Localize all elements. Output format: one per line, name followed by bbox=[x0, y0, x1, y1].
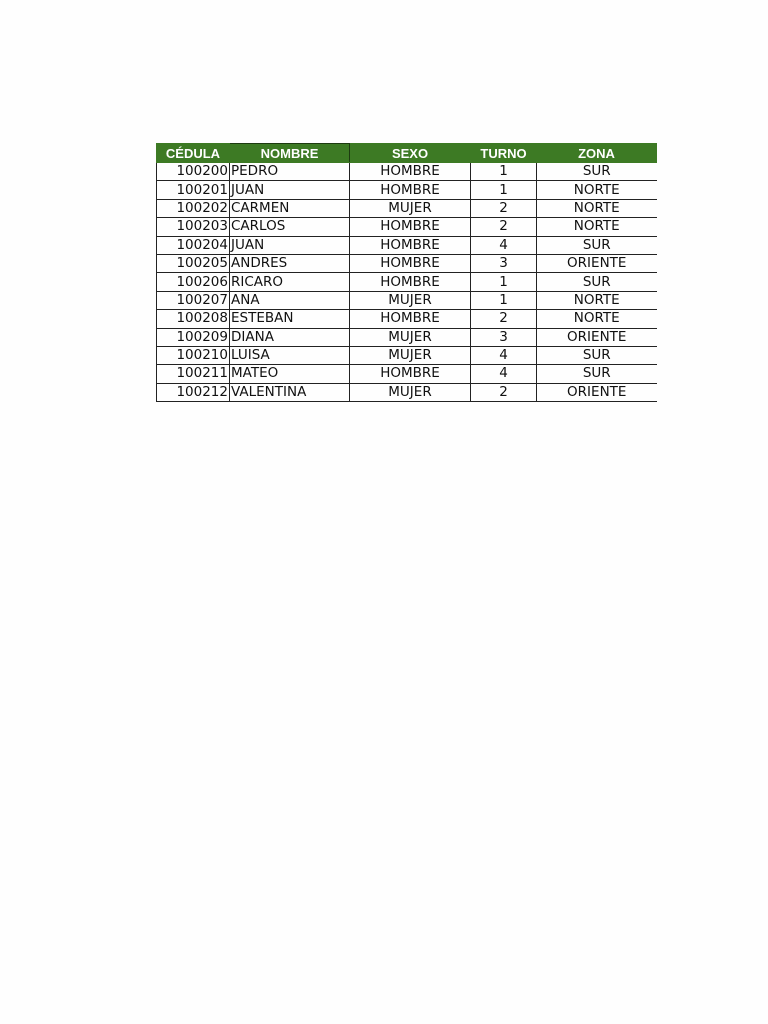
cell-nombre: RICARO bbox=[230, 273, 350, 291]
table-row bbox=[157, 199, 657, 217]
cell-zona: NORTE bbox=[537, 218, 657, 236]
table-row bbox=[157, 365, 657, 383]
cell-cedula: 100209 bbox=[157, 328, 230, 346]
cell-zona: SUR bbox=[537, 273, 657, 291]
header-sexo: SEXO bbox=[350, 144, 471, 163]
cell-nombre: DIANA bbox=[230, 328, 350, 346]
cell-turno: 3 bbox=[471, 254, 537, 272]
cell-turno: 4 bbox=[471, 346, 537, 364]
table-row bbox=[157, 291, 657, 309]
cell-nombre: MATEO bbox=[230, 365, 350, 383]
table-row bbox=[157, 310, 657, 328]
cell-turno: 1 bbox=[471, 273, 537, 291]
cell-zona: NORTE bbox=[537, 199, 657, 217]
cell-sexo: MUJER bbox=[350, 383, 471, 401]
cell-zona: SUR bbox=[537, 163, 657, 181]
cell-nombre: JUAN bbox=[230, 236, 350, 254]
table-row bbox=[157, 181, 657, 199]
cell-turno: 2 bbox=[471, 383, 537, 401]
cell-sexo: HOMBRE bbox=[350, 218, 471, 236]
table-row bbox=[157, 328, 657, 346]
cell-cedula: 100210 bbox=[157, 346, 230, 364]
cell-cedula: 100212 bbox=[157, 383, 230, 401]
table-row bbox=[157, 273, 657, 291]
cell-cedula: 100207 bbox=[157, 291, 230, 309]
table-row bbox=[157, 218, 657, 236]
cell-cedula: 100208 bbox=[157, 310, 230, 328]
cell-sexo: MUJER bbox=[350, 328, 471, 346]
cell-cedula: 100211 bbox=[157, 365, 230, 383]
cell-cedula: 100204 bbox=[157, 236, 230, 254]
table-row bbox=[157, 346, 657, 364]
cell-sexo: HOMBRE bbox=[350, 254, 471, 272]
table-row bbox=[157, 254, 657, 272]
cell-nombre: ESTEBAN bbox=[230, 310, 350, 328]
cell-nombre: PEDRO bbox=[230, 163, 350, 181]
cell-sexo: MUJER bbox=[350, 291, 471, 309]
cell-zona: ORIENTE bbox=[537, 328, 657, 346]
cell-nombre: VALENTINA bbox=[230, 383, 350, 401]
cell-turno: 4 bbox=[471, 365, 537, 383]
header-nombre: NOMBRE bbox=[230, 144, 350, 163]
header-turno: TURNO bbox=[471, 144, 537, 163]
cell-sexo: HOMBRE bbox=[350, 236, 471, 254]
table-body bbox=[157, 163, 657, 402]
cell-zona: ORIENTE bbox=[537, 383, 657, 401]
cell-sexo: MUJER bbox=[350, 199, 471, 217]
cell-sexo: HOMBRE bbox=[350, 181, 471, 199]
cell-nombre: JUAN bbox=[230, 181, 350, 199]
cell-nombre: LUISA bbox=[230, 346, 350, 364]
cell-sexo: HOMBRE bbox=[350, 163, 471, 181]
cell-cedula: 100200 bbox=[157, 163, 230, 181]
table-row bbox=[157, 236, 657, 254]
cell-turno: 2 bbox=[471, 218, 537, 236]
cell-sexo: HOMBRE bbox=[350, 273, 471, 291]
cell-cedula: 100203 bbox=[157, 218, 230, 236]
cell-cedula: 100205 bbox=[157, 254, 230, 272]
cell-nombre: CARMEN bbox=[230, 199, 350, 217]
cell-turno: 1 bbox=[471, 163, 537, 181]
header-zona: ZONA bbox=[537, 144, 657, 163]
cell-cedula: 100202 bbox=[157, 199, 230, 217]
cell-zona: SUR bbox=[537, 365, 657, 383]
table-row bbox=[157, 383, 657, 401]
header-cedula: CÉDULA bbox=[157, 144, 230, 163]
cell-cedula: 100206 bbox=[157, 273, 230, 291]
cell-turno: 4 bbox=[471, 236, 537, 254]
cell-turno: 1 bbox=[471, 181, 537, 199]
cell-sexo: MUJER bbox=[350, 346, 471, 364]
cell-turno: 1 bbox=[471, 291, 537, 309]
cell-turno: 3 bbox=[471, 328, 537, 346]
cell-zona: SUR bbox=[537, 346, 657, 364]
cell-nombre: ANDRES bbox=[230, 254, 350, 272]
cell-cedula: 100201 bbox=[157, 181, 230, 199]
cell-zona: SUR bbox=[537, 236, 657, 254]
header-row bbox=[157, 144, 657, 163]
cell-nombre: ANA bbox=[230, 291, 350, 309]
cell-zona: ORIENTE bbox=[537, 254, 657, 272]
data-table bbox=[156, 143, 657, 402]
cell-sexo: HOMBRE bbox=[350, 365, 471, 383]
cell-zona: NORTE bbox=[537, 181, 657, 199]
cell-zona: NORTE bbox=[537, 291, 657, 309]
cell-sexo: HOMBRE bbox=[350, 310, 471, 328]
cell-turno: 2 bbox=[471, 199, 537, 217]
cell-nombre: CARLOS bbox=[230, 218, 350, 236]
cell-turno: 2 bbox=[471, 310, 537, 328]
cell-zona: NORTE bbox=[537, 310, 657, 328]
table-row bbox=[157, 163, 657, 181]
